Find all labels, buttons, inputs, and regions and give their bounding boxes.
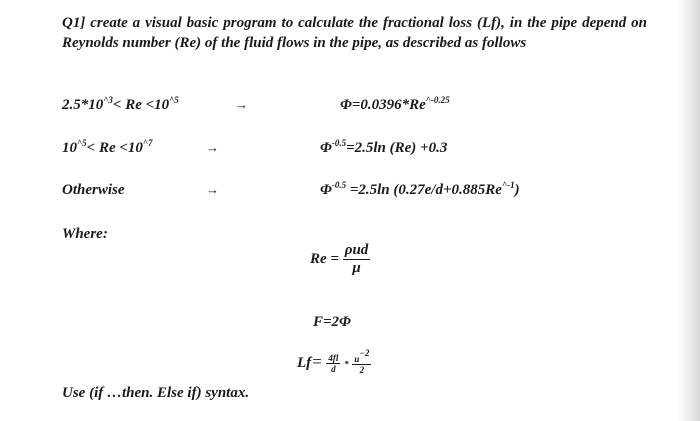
range-text: < Re <10: [86, 140, 143, 156]
arrow-icon: →: [206, 182, 219, 197]
syntax-instruction: Use (if …then. Else if) syntax.: [62, 385, 250, 401]
loss-fraction-1: [326, 353, 340, 374]
range-exponent: ^3: [103, 95, 113, 105]
numerator-exponent: −2: [359, 347, 370, 358]
fraction-denominator: 2: [359, 364, 365, 375]
formula-exponent: -0.5: [331, 138, 347, 148]
range-text: < Re <10: [112, 97, 170, 113]
condition-3-range: Otherwise: [62, 182, 125, 198]
formula-text: =2.5ln (Re) +0.3: [346, 140, 448, 156]
range-text: 10: [62, 140, 77, 156]
formula-text: =2.5ln (0.27e/d+0.885Re: [346, 182, 502, 198]
question-text: Q1] create a visual basic program to calculate the fractional loss (Lf), in the pipe depend on Reynolds number (Re) of the fluid flows in the pipe, as described as follows: [62, 15, 647, 51]
formula-text: Φ=0.0396*Re: [340, 97, 426, 113]
range-exponent: ^5: [77, 138, 87, 148]
page-edge-shadow: [678, 0, 700, 421]
reynolds-fraction: [343, 242, 371, 277]
condition-1-range: [62, 97, 179, 114]
multiply-sign: *: [344, 359, 349, 369]
numerator-base: u: [354, 353, 360, 364]
condition-2-range: [62, 140, 153, 157]
fraction-denominator: μ: [352, 260, 361, 276]
range-text: 2.5*10: [62, 97, 104, 113]
loss-fraction-2: [352, 347, 371, 375]
fraction-numerator: 4fl: [328, 353, 339, 364]
equation-lhs: Re =: [310, 250, 339, 267]
friction-equation: F=2Φ: [313, 314, 351, 330]
condition-1-formula: [340, 97, 450, 114]
range-exponent: ^7: [142, 138, 153, 148]
fraction-numerator: ρud: [344, 242, 369, 258]
fraction-numerator: [352, 347, 371, 365]
loss-equation: [297, 347, 371, 375]
formula-text: ): [514, 182, 520, 198]
condition-2-formula: [320, 140, 447, 157]
equals-sign: =: [311, 352, 323, 371]
arrow-icon: →: [206, 140, 219, 155]
condition-3-formula: [320, 182, 520, 199]
where-label: Where:: [62, 226, 108, 242]
formula-exponent: ^-1: [501, 180, 515, 190]
formula-exponent: -0.5: [331, 180, 347, 190]
formula-text: Φ: [320, 182, 332, 198]
formula-text: Φ: [320, 140, 332, 156]
equation-lhs: Lf: [297, 355, 312, 371]
range-exponent: ^5: [169, 95, 179, 105]
fraction-denominator: d: [331, 364, 336, 375]
arrow-icon: →: [235, 97, 248, 112]
formula-exponent: ^-0.25: [425, 95, 450, 105]
reynolds-equation: [310, 242, 370, 277]
